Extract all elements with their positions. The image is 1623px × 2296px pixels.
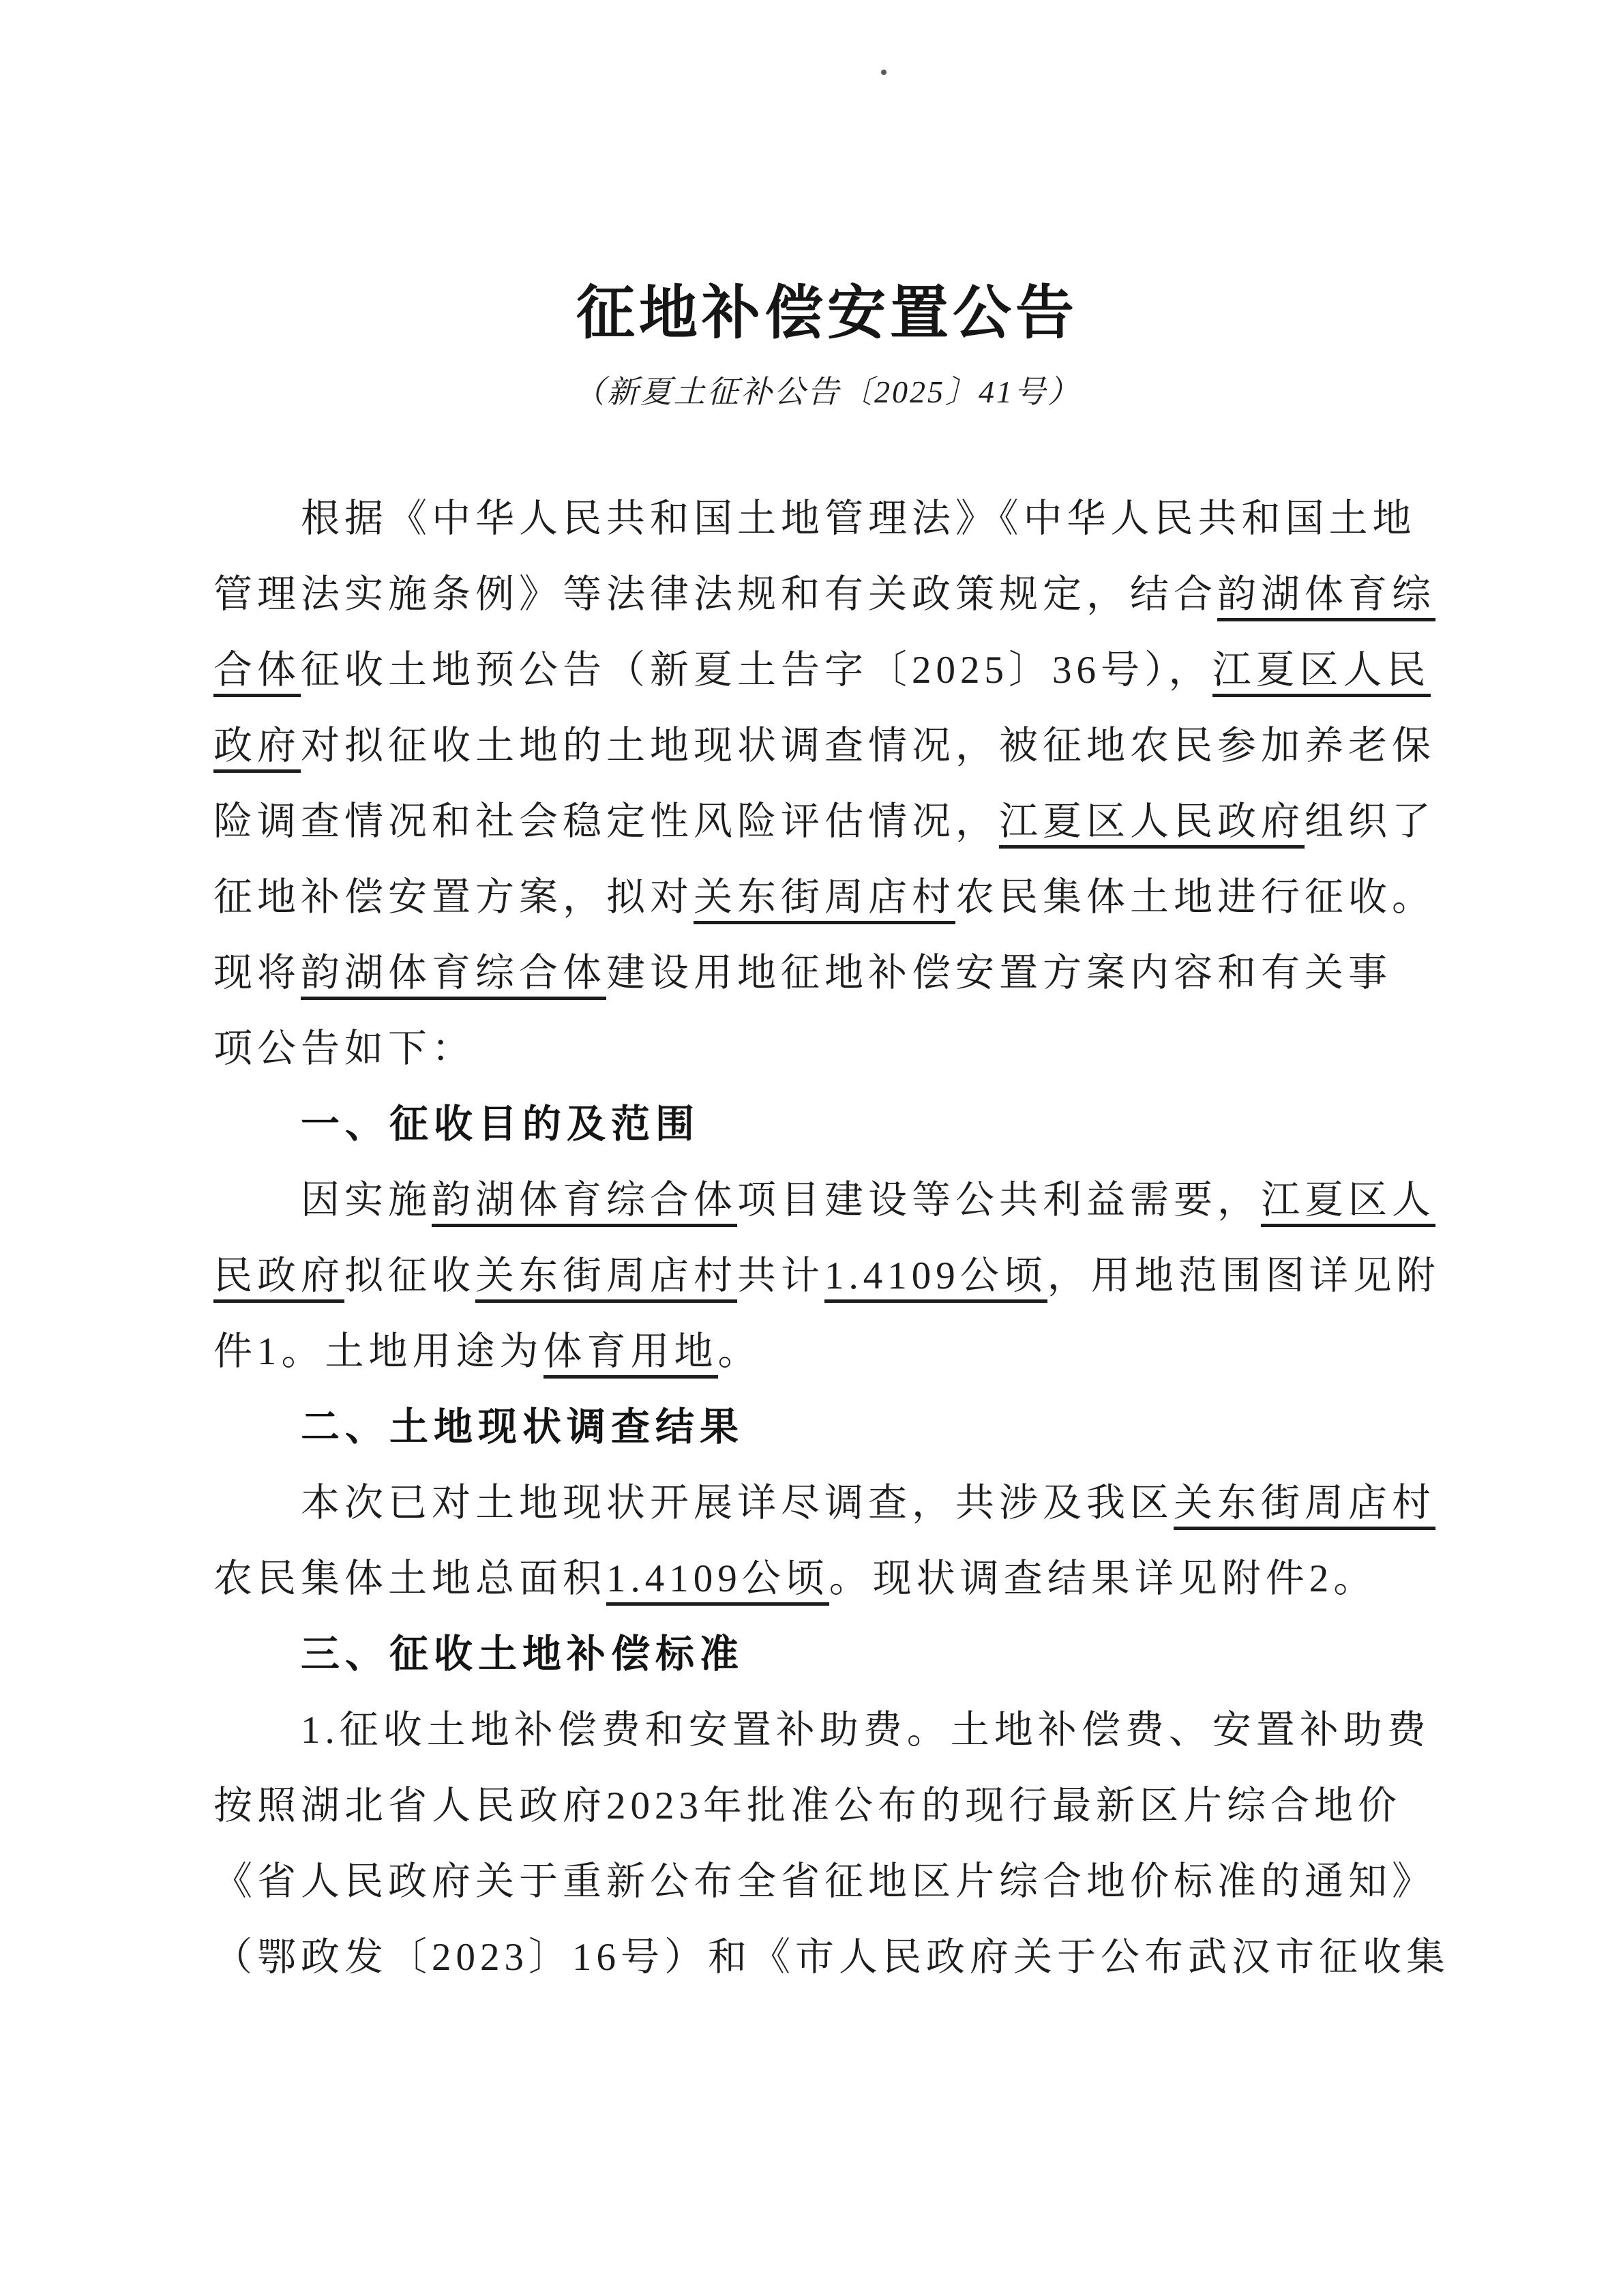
text-segment: 管理法实施条例》等法律法规和有关政策规定，结合 [213,573,1217,616]
text-segment: 件1。土地用途为 [213,1330,544,1373]
body-line [213,1314,1441,1389]
underlined-text: 关东街周店村 [475,1254,737,1303]
body-line [213,632,1441,708]
underlined-text: 关东街周店村 [1174,1482,1435,1530]
underlined-text: 合体 [213,649,301,697]
body-line [213,1238,1441,1314]
body-line [213,1011,1441,1087]
text-segment: 农民集体土地总面积 [213,1557,606,1600]
text-segment: 项公告如下： [213,1027,475,1070]
text-segment: 险调查情况和社会稳定性风险评估情况， [213,800,999,843]
text-segment: 二、土地现状调查结果 [301,1405,744,1449]
text-segment: 现将 [213,952,301,995]
text-segment: 对拟征收土地的土地现状调查情况，被征地农民参加养老保 [301,724,1435,767]
underlined-text: 江夏区人 [1261,1179,1435,1227]
underlined-text: 韵湖体育综 [1217,573,1435,621]
text-segment: 本次已对土地现状开展详尽调查，共涉及我区 [301,1482,1174,1525]
underlined-text: 江夏区人民 [1212,649,1431,697]
text-segment: 农民集体土地进行征收。 [955,876,1435,919]
scan-artifact-dot [881,70,887,75]
text-segment: 。 [717,1330,762,1373]
body-line [213,557,1441,632]
text-segment: 按照湖北省人民政府2023年批准公布的现行最新区片综合地价 [213,1784,1401,1827]
underlined-text: 江夏区人民政府 [999,800,1305,849]
body-line [213,1465,1441,1541]
body-line [213,1692,1441,1768]
text-segment: 项目建设等公共利益需要， [737,1179,1261,1222]
section-heading [213,1389,1441,1465]
section-heading [213,1617,1441,1692]
body-line [213,859,1441,935]
body-line [213,935,1441,1011]
underlined-text: 民政府 [213,1254,344,1303]
text-segment: 。现状调查结果详见附件2。 [829,1557,1378,1600]
text-segment: 共计 [737,1254,824,1297]
underlined-text: 体育用地 [544,1330,718,1379]
body-line [213,1162,1441,1238]
body-line [213,1919,1450,1995]
text-segment: 征收土地预公告（新夏土告字〔2025〕36号）， [301,649,1212,692]
underlined-text: 韵湖体育综合体 [432,1179,737,1227]
text-segment: 《省人民政府关于重新公布全省征地区片综合地价标准的通知》 [213,1860,1435,1903]
body-line [213,784,1441,859]
text-segment: 一、征收目的及范围 [301,1102,700,1146]
text-segment: ，用地范围图详见附 [1047,1254,1440,1297]
underlined-text: 1.4109公顷 [606,1557,829,1606]
text-segment: （鄂政发〔2023〕16号）和《市人民政府关于公布武汉市征收集 [213,1936,1450,1979]
document-number-subtitle: （新夏土征补公告〔2025〕41号） [574,374,1081,409]
underlined-text: 政府 [213,724,301,773]
body-line [213,1541,1441,1617]
text-segment: 组织了 [1305,800,1435,843]
text-segment: 根据《中华人民共和国土地管理法》《中华人民共和国土地 [301,497,1416,540]
text-segment: 三、征收土地补偿标准 [301,1632,744,1676]
document-title: 征地补偿安置公告 [576,280,1078,346]
section-heading [213,1087,1441,1162]
text-segment: 拟征收 [344,1254,475,1297]
body-line [213,1768,1441,1844]
text-segment: 征地补偿安置方案，拟对 [213,876,694,919]
text-segment: 1.征收土地补偿费和安置补助费。土地补偿费、安置补助费 [301,1709,1431,1752]
underlined-text: 韵湖体育综合体 [301,952,606,1000]
body-line [213,481,1441,557]
text-segment: 因实施 [301,1179,432,1222]
body-line [213,708,1441,784]
body-line [213,1844,1441,1919]
text-segment: 建设用地征地补偿安置方案内容和有关事 [606,952,1392,995]
document-body [213,481,1450,1995]
underlined-text: 关东街周店村 [694,876,955,924]
underlined-text: 1.4109公顷 [824,1254,1047,1303]
